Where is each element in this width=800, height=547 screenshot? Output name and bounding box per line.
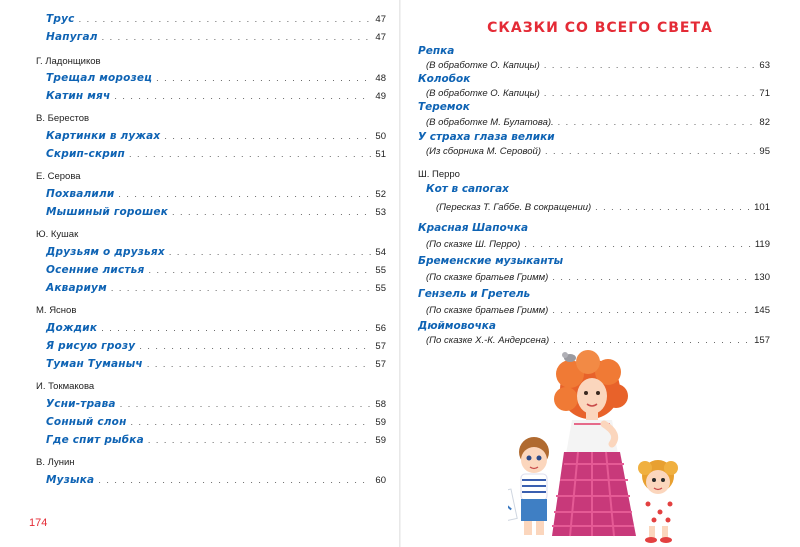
toc-entry[interactable] — [46, 264, 386, 277]
toc-page-number: 71 — [759, 88, 770, 99]
toc-entry[interactable] — [46, 358, 386, 371]
dot-leader — [118, 188, 371, 200]
toc-title: Трус — [46, 13, 75, 25]
toc-title: Где спит рыбка — [46, 434, 144, 446]
toc-page-number: 57 — [375, 359, 386, 370]
right-page — [400, 0, 800, 547]
section-heading: СКАЗКИ СО ВСЕГО СВЕТА — [487, 20, 713, 36]
toc-title: Друзьям о друзьях — [46, 246, 165, 258]
dot-leader — [164, 130, 371, 142]
toc-page-number: 55 — [375, 265, 386, 276]
toc-entry[interactable] — [426, 116, 770, 129]
dot-leader — [552, 271, 750, 283]
toc-page-number: 119 — [754, 239, 770, 250]
dot-leader — [101, 322, 371, 334]
toc-entry[interactable] — [426, 59, 770, 72]
dot-leader — [169, 246, 372, 258]
toc-page-number: 53 — [375, 207, 386, 218]
tale-note: (Пересказ Т. Габбе. В сокращении) — [436, 202, 592, 213]
tale-note: (По сказке Х.-К. Андерсена) — [426, 335, 550, 346]
author-name: Ю. Кушак — [36, 229, 79, 240]
dot-leader — [156, 72, 371, 84]
toc-page-number: 130 — [754, 272, 770, 283]
toc-title: Усни-трава — [46, 398, 116, 410]
tale-note: (В обработке М. Булатова). — [426, 117, 554, 128]
page-number: 174 — [29, 517, 48, 529]
toc-page-number: 59 — [375, 417, 386, 428]
toc-title: Трещал морозец — [46, 72, 153, 84]
toc-entry[interactable] — [426, 145, 770, 158]
toc-title: Я рисую грозу — [46, 340, 136, 352]
tale-note: (В обработке О. Капицы) — [426, 60, 540, 71]
toc-entry[interactable] — [46, 282, 386, 295]
dot-leader — [544, 59, 756, 71]
dot-leader — [111, 282, 372, 294]
dot-leader — [131, 416, 372, 428]
toc-page-number: 63 — [759, 60, 770, 71]
toc-entry[interactable] — [46, 246, 386, 259]
toc-page-number: 145 — [754, 305, 770, 316]
tale-note: (По сказке братьев Гримм) — [426, 272, 549, 283]
toc-entry[interactable] — [46, 474, 386, 487]
toc-page-number: 58 — [375, 399, 386, 410]
author-name: Е. Серова — [36, 171, 81, 182]
author-name: В. Берестов — [36, 113, 90, 124]
dot-leader — [524, 238, 751, 250]
toc-title: Похвалили — [46, 188, 115, 200]
toc-page-number: 52 — [375, 189, 386, 200]
dot-leader — [558, 116, 756, 128]
dot-leader — [147, 358, 372, 370]
dot-leader — [545, 145, 755, 157]
toc-entry[interactable] — [426, 238, 770, 251]
tale-title[interactable]: Кот в сапогах — [426, 183, 509, 195]
dot-leader — [148, 264, 371, 276]
author-name: М. Яснов — [36, 305, 77, 316]
toc-entry[interactable] — [46, 434, 386, 447]
tale-title[interactable]: Колобок — [418, 73, 471, 85]
tale-title[interactable]: Гензель и Гретель — [418, 288, 531, 300]
toc-title: Сонный слон — [46, 416, 127, 428]
toc-entry[interactable] — [46, 206, 386, 219]
toc-entry[interactable] — [46, 398, 386, 411]
tale-title[interactable]: У страха глаза велики — [418, 131, 555, 143]
toc-page-number: 55 — [375, 283, 386, 294]
tale-title[interactable]: Бременские музыканты — [418, 255, 564, 267]
toc-title: Напугал — [46, 31, 98, 43]
toc-entry[interactable] — [46, 13, 386, 26]
toc-page-number: 57 — [375, 341, 386, 352]
tale-note: (По сказке Ш. Перро) — [426, 239, 521, 250]
toc-entry[interactable] — [426, 304, 770, 317]
toc-entry[interactable] — [46, 322, 386, 335]
toc-title: Скрип-скрип — [46, 148, 125, 160]
toc-entry[interactable] — [46, 31, 386, 44]
toc-title: Картинки в лужах — [46, 130, 161, 142]
boy-figure — [508, 437, 549, 535]
mother-with-children-illustration — [508, 344, 708, 544]
author-name: В. Лунин — [36, 457, 75, 468]
dot-leader — [139, 340, 371, 352]
toc-page-number: 54 — [375, 247, 386, 258]
dot-leader — [595, 201, 750, 213]
toc-page-number: 47 — [375, 32, 386, 43]
author-name: И. Токмакова — [36, 381, 95, 392]
toc-page-number: 157 — [754, 335, 770, 346]
dot-leader — [129, 148, 371, 160]
dot-leader — [172, 206, 371, 218]
girl-figure — [636, 460, 680, 543]
toc-page-number: 50 — [375, 131, 386, 142]
toc-entry[interactable] — [46, 90, 386, 103]
dot-leader — [148, 434, 372, 446]
dot-leader — [79, 13, 372, 25]
toc-title: Осенние листья — [46, 264, 145, 276]
tale-note: (По сказке братьев Гримм) — [426, 305, 549, 316]
toc-title: Музыка — [46, 474, 95, 486]
toc-page-number: 49 — [375, 91, 386, 102]
toc-page-number: 56 — [375, 323, 386, 334]
toc-page-number: 48 — [375, 73, 386, 84]
toc-entry[interactable] — [436, 201, 770, 214]
toc-title: Катин мяч — [46, 90, 111, 102]
author-name: Г. Ладонщиков — [36, 56, 101, 67]
toc-page-number: 95 — [759, 146, 770, 157]
toc-title: Дождик — [46, 322, 98, 334]
dot-leader — [544, 87, 756, 99]
toc-entry[interactable] — [46, 72, 386, 85]
dot-leader — [552, 304, 750, 316]
toc-entry[interactable] — [426, 87, 770, 100]
toc-entry[interactable] — [46, 188, 386, 201]
toc-page-number: 59 — [375, 435, 386, 446]
tale-note: (В обработке О. Капицы) — [426, 88, 540, 99]
tale-note: (Из сборника М. Серовой) — [426, 146, 541, 157]
dot-leader — [102, 31, 372, 43]
tale-title[interactable]: Репка — [418, 45, 455, 57]
tale-title[interactable]: Дюймовочка — [418, 320, 496, 332]
dot-leader — [98, 474, 371, 486]
toc-page-number: 82 — [759, 117, 770, 128]
toc-title: Туман Туманыч — [46, 358, 143, 370]
toc-page-number: 47 — [375, 14, 386, 25]
mother-figure — [552, 350, 636, 536]
author-name: Ш. Перро — [418, 169, 460, 180]
toc-entry[interactable] — [46, 416, 386, 429]
toc-entry[interactable] — [46, 340, 386, 353]
toc-title: Аквариум — [46, 282, 107, 294]
toc-page-number: 51 — [375, 149, 386, 160]
toc-title: Мышиный горошек — [46, 206, 169, 218]
toc-page-number: 60 — [375, 475, 386, 486]
dot-leader — [114, 90, 371, 102]
dot-leader — [120, 398, 372, 410]
toc-page-number: 101 — [754, 202, 770, 213]
tale-title[interactable]: Красная Шапочка — [418, 222, 529, 234]
toc-entry[interactable] — [46, 148, 386, 161]
tale-title[interactable]: Теремок — [418, 101, 470, 113]
toc-entry[interactable] — [426, 271, 770, 284]
toc-entry[interactable] — [46, 130, 386, 143]
